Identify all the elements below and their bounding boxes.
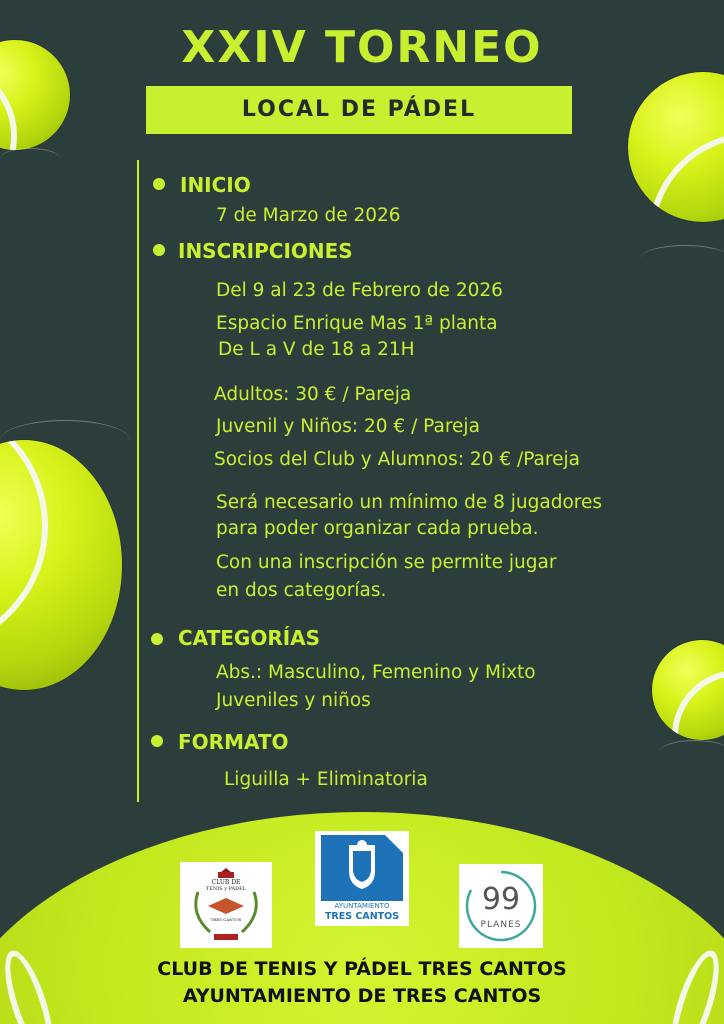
section-heading-categorias: CATEGORÍAS (178, 626, 321, 650)
club-logo (180, 862, 272, 948)
ayuntamiento-logo-text-2: TRES CANTOS (324, 911, 400, 922)
subtitle-banner (146, 86, 572, 134)
note-minimum-players-2: para poder organizar cada prueba. (216, 518, 539, 539)
inscripciones-dates: Del 9 al 23 de Febrero de 2026 (216, 280, 503, 301)
footer-organizer-2: AYUNTAMIENTO DE TRES CANTOS (182, 985, 542, 1007)
inscripciones-place: Espacio Enrique Mas 1ª planta (216, 313, 498, 334)
club-logo-text-1: CLUB DE (211, 879, 241, 886)
tennis-ball-icon (628, 72, 724, 222)
categorias-line-1: Abs.: Masculino, Femenino y Mixto (216, 662, 536, 683)
note-minimum-players: Será necesario un mínimo de 8 jugadores (216, 492, 602, 513)
tennis-ball-bullet-icon (153, 178, 165, 190)
planes-logo-text: PLANES (480, 920, 522, 930)
swoosh-line (0, 420, 130, 461)
section-heading-inscripciones: INSCRIPCIONES (178, 239, 353, 263)
section-heading-formato: FORMATO (178, 730, 289, 754)
inscripciones-hours: De L a V de 18 a 21H (218, 339, 415, 360)
club-logo-text-3: TRES CANTOS (210, 917, 242, 922)
swoosh-line (660, 740, 724, 763)
planes-logo-number: 99 (481, 882, 521, 917)
ayuntamiento-logo (315, 831, 409, 926)
tennis-ball-bullet-icon (153, 244, 165, 256)
page-subtitle: LOCAL DE PÁDEL (241, 97, 477, 122)
note-two-categories: Con una inscripción se permite jugar (216, 552, 557, 573)
page-title: XXIV TORNEO (181, 22, 543, 73)
price-adults: Adultos: 30 € / Pareja (214, 384, 412, 405)
tennis-ball-bullet-icon (151, 633, 163, 645)
inicio-date: 7 de Marzo de 2026 (216, 205, 401, 226)
swoosh-line (0, 148, 60, 169)
club-logo-text-2: TENIS y PÁDEL (205, 886, 247, 892)
footer-organizer-1: CLUB DE TENIS Y PÁDEL TRES CANTOS (157, 958, 567, 980)
club-crest-icon (180, 862, 272, 948)
ayuntamiento-logo-text-1: AYUNTAMIENTO (334, 902, 390, 910)
swoosh-line (640, 245, 724, 272)
note-two-categories-2: en dos categorías. (216, 580, 387, 601)
price-socios: Socios del Club y Alumnos: 20 € /Pareja (214, 449, 580, 470)
tennis-ball-bullet-icon (151, 735, 163, 747)
tennis-ball-icon (652, 640, 724, 740)
99-planes-logo (459, 864, 543, 948)
ayuntamiento-emblem-bg (321, 835, 403, 901)
section-heading-inicio: INICIO (180, 173, 251, 197)
timeline-divider (137, 160, 139, 802)
formato-line-1: Liguilla + Eliminatoria (224, 769, 428, 790)
tennis-ball-icon (0, 440, 122, 690)
coat-of-arms-icon (321, 835, 403, 901)
categorias-line-2: Juveniles y niños (216, 690, 371, 711)
price-juvenil: Juvenil y Niños: 20 € / Pareja (216, 416, 480, 437)
